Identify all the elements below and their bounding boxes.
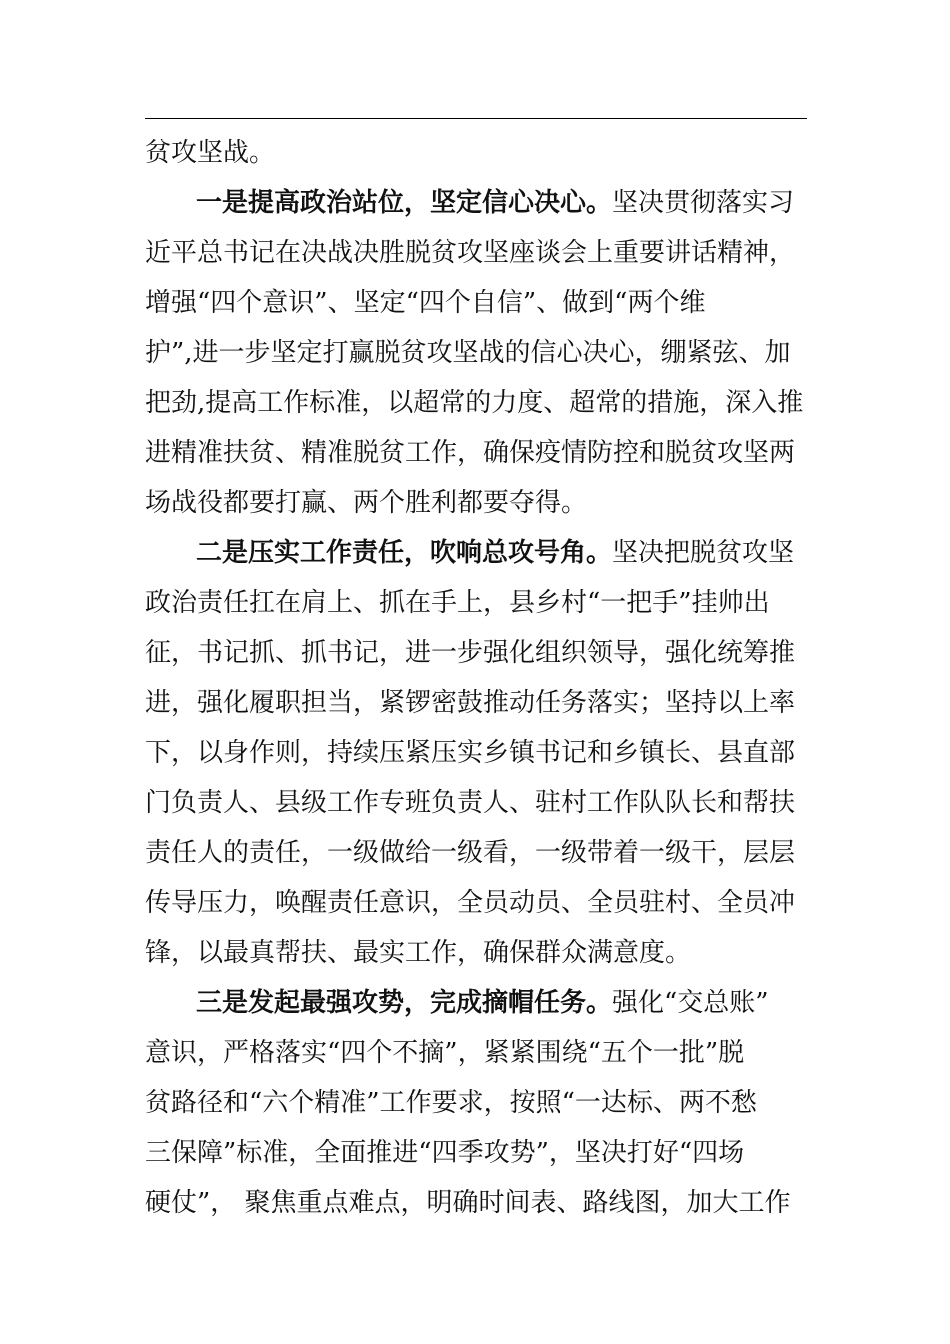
text-line: 贫路径和“六个精准”工作要求，按照“一达标、两不愁: [145, 1088, 757, 1118]
paragraph-heading: 一是提高政治站位，坚定信心决心。: [196, 188, 613, 218]
text-line: 硬仗”， 聚焦重点难点，明确时间表、路线图，加大工作: [145, 1188, 791, 1218]
paragraph-heading: 二是压实工作责任，吹响总攻号角。: [196, 538, 613, 568]
text-line: 传导压力，唤醒责任意识，全员动员、全员驻村、全员冲: [145, 888, 796, 918]
paragraph-2-first-line: 二是压实工作责任，吹响总攻号角。坚决把脱贫攻坚: [196, 538, 795, 568]
text-line: 三保障”标准，全面推进“四季攻势”，坚决打好“四场: [145, 1138, 745, 1168]
text-line: 近平总书记在决战决胜脱贫攻坚座谈会上重要讲话精神，: [145, 238, 796, 268]
text-line: 场战役都要打赢、两个胜利都要夺得。: [145, 488, 588, 518]
text-line: 征，书记抓、抓书记，进一步强化组织领导，强化统筹推: [145, 638, 796, 668]
text-line: 锋，以最真帮扶、最实工作，确保群众满意度。: [145, 938, 692, 968]
text-line: 增强“四个意识”、坚定“四个自信”、做到“两个维: [145, 288, 706, 318]
text-line: 进精准扶贫、精准脱贫工作，确保疫情防控和脱贫攻坚两: [145, 438, 796, 468]
text-line: 下，以身作则，持续压紧压实乡镇书记和乡镇长、县直部: [145, 738, 796, 768]
text-line: 责任人的责任，一级做给一级看，一级带着一级干，层层: [145, 838, 796, 868]
paragraph-1-first-line: 一是提高政治站位，坚定信心决心。坚决贯彻落实习: [196, 188, 795, 218]
text-line: 门负责人、县级工作专班负责人、驻村工作队队长和帮扶: [145, 788, 796, 818]
text-line: 进，强化履职担当，紧锣密鼓推动任务落实；坚持以上率: [145, 688, 796, 718]
text-line: 政治责任扛在肩上、抓在手上，县乡村“一把手”挂帅出: [145, 588, 770, 618]
text-line: 护”,进一步坚定打赢脱贫攻坚战的信心决心，绷紧弦、加: [145, 338, 791, 368]
text-line: 把劲,提高工作标准，以超常的力度、超常的措施，深入推: [145, 388, 804, 418]
header-rule: [145, 118, 807, 119]
paragraph-heading: 三是发起最强攻势，完成摘帽任务。: [196, 988, 613, 1018]
text-line: 意识，严格落实“四个不摘”，紧紧围绕“五个一批”脱: [145, 1038, 745, 1068]
text-line: 贫攻坚战。: [145, 138, 276, 168]
paragraph-3-first-line: 三是发起最强攻势，完成摘帽任务。强化“交总账”: [196, 988, 769, 1018]
